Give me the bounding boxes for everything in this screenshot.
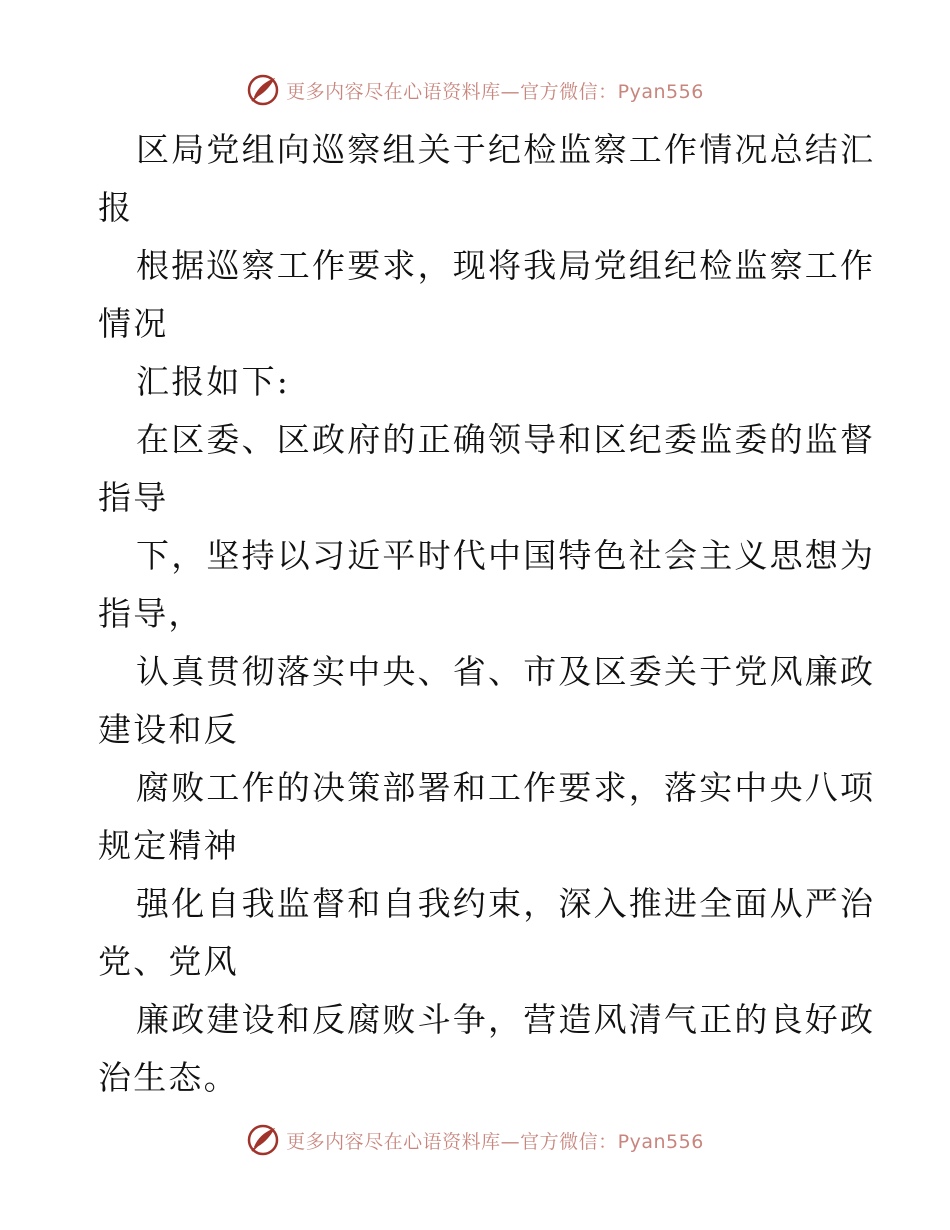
paragraph-line: 情况 <box>98 304 169 343</box>
paragraph-line: 报 <box>98 188 134 227</box>
paragraph-line: 规定精神 <box>98 826 239 865</box>
paragraph-line: 指导 <box>98 478 169 517</box>
document-body <box>98 121 876 1107</box>
feather-pen-logo-icon <box>246 1123 280 1157</box>
feather-pen-logo-icon <box>246 73 280 107</box>
paragraph-line: 下，坚持以习近平时代中国特色社会主义思想为 <box>136 536 876 575</box>
paragraph-line: 汇报如下: <box>136 362 291 401</box>
paragraph-line: 强化自我监督和自我约束，深入推进全面从严治 <box>136 884 876 923</box>
paragraph-line: 指导， <box>98 594 204 633</box>
footer-banner <box>0 1120 950 1160</box>
paragraph-line: 治生态。 <box>98 1058 239 1097</box>
header-banner-text: 更多内容尽在心语资料库—官方微信：Pyan556 <box>286 80 704 103</box>
paragraph-line: 认真贯彻落实中央、省、市及区委关于党风廉政 <box>136 652 876 691</box>
paragraph-line: 腐败工作的决策部署和工作要求，落实中央八项 <box>136 768 876 807</box>
footer-banner-text: 更多内容尽在心语资料库—官方微信：Pyan556 <box>286 1130 704 1153</box>
paragraph-line: 区局党组向巡察组关于纪检监察工作情况总结汇 <box>136 130 876 169</box>
header-banner <box>0 70 950 110</box>
paragraph-line: 廉政建设和反腐败斗争，营造风清气正的良好政 <box>136 1000 876 1039</box>
paragraph-line: 根据巡察工作要求，现将我局党组纪检监察工作 <box>136 246 876 285</box>
paragraph-line: 建设和反 <box>98 710 239 749</box>
paragraph-line: 党、党风 <box>98 942 239 981</box>
paragraph-line: 在区委、区政府的正确领导和区纪委监委的监督 <box>136 420 876 459</box>
